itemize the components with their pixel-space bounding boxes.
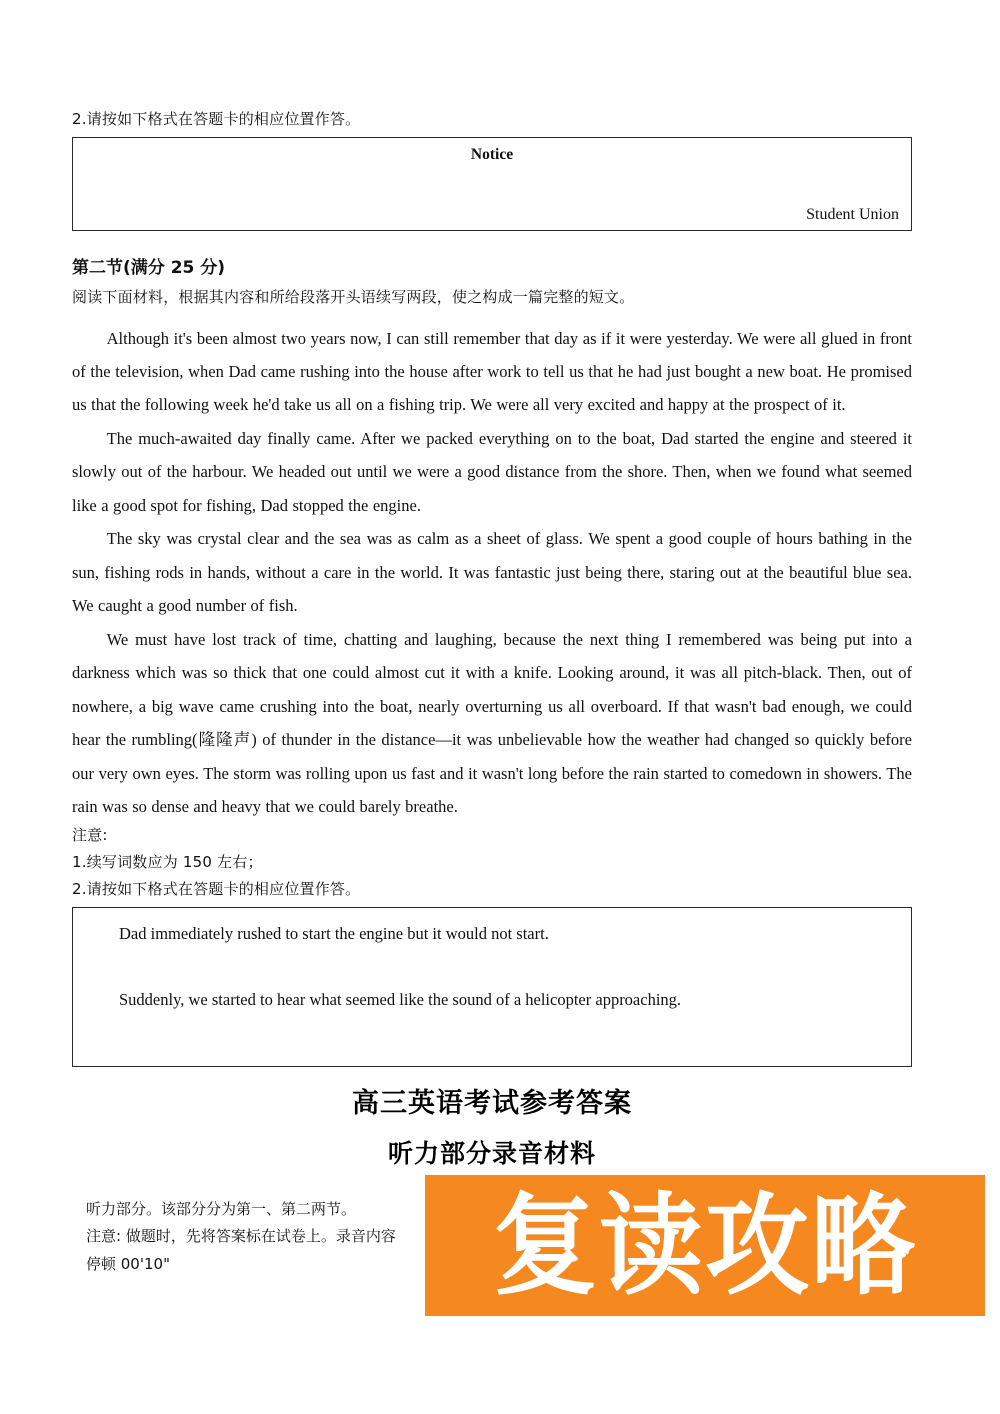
- notes-label: 注意:: [72, 825, 108, 844]
- listening-part-line: 听力部分。该部分分为第一、第二两节。: [86, 1199, 357, 1218]
- spacer: [72, 314, 912, 322]
- page-content: [72, 108, 912, 1279]
- notice-answer-box: [72, 137, 912, 231]
- answer-key-heading: 高三英语考试参考答案: [352, 1087, 632, 1119]
- listening-pause-line: 停顿 00'10": [86, 1255, 170, 1274]
- note-answer-format: 2.请按如下格式在答题卡的相应位置作答。: [72, 880, 361, 899]
- watermark-banner: [425, 1175, 985, 1316]
- notice-signature: Student Union: [806, 206, 899, 224]
- continuation-answer-box: [72, 907, 912, 1067]
- continuation-gap: [119, 946, 911, 988]
- listening-notice-line: 注意: 做题时，先将答案标在试卷上。录音内容: [86, 1227, 396, 1246]
- continuation-paragraph-start-1: Dad immediately rushed to start the engine but it would not start.: [119, 923, 549, 943]
- note-word-count: 1.续写词数应为 150 左右；: [72, 853, 263, 872]
- section-two-heading: 第二节(满分 25 分): [72, 258, 226, 279]
- passage-paragraph-3: The sky was crystal clear and the sea was as calm as a sheet of glass. We spent a good couple of hours bathing in the sun, fishing rods in hands, without a care in the world. It was fantastic just being there, staring out at the beautiful blue sea. We caught a good number of fish.: [72, 529, 912, 616]
- continuation-paragraph-start-2: Suddenly, we started to hear what seemed like the sound of a helicopter approaching.: [119, 990, 682, 1010]
- notice-instruction-line: 2.请按如下格式在答题卡的相应位置作答。: [72, 110, 361, 128]
- watermark-text: 复读攻略: [492, 1180, 917, 1311]
- passage-paragraph-1: Although it's been almost two years now, I can still remember that day as if it were yesterday. We were all glued in front of the television, when Dad came rushing into the house after work to tell us that he had just bought a new boat. He promised us that the following week he'd take us all on a fishing trip. We were all very excited and happy at the prospect of it.: [72, 328, 912, 415]
- notice-title: Notice: [470, 146, 514, 164]
- passage-paragraph-2: The much-awaited day finally came. After we packed everything on to the boat, Dad started the engine and steered it slowly out of the harbour. We headed out until we were a good distance from the shore. Then, when we found what seemed like a good spot for fishing, Dad stopped the engine.: [72, 428, 912, 515]
- passage-paragraph-4: We must have lost track of time, chatting and laughing, because the next thing I remembered was being put into a darkness which was so thick that one could almost cut it with a knife. Looking around, it was all pitch-black. Then, out of nowhere, a big wave came crushing into the boat, nearly overturning us all overboard. If that wasn't bad enough, we could hear the rumbling(隆隆声) of thunder in the distance—it was unbelievable how the weather had changed so quickly before our very own eyes. The storm was rolling upon us fast and it wasn't long before the rain started to comedown in showers. The rain was so dense and heavy that we could barely breathe.: [72, 629, 912, 817]
- section-two-directions: 阅读下面材料，根据其内容和所给段落开头语续写两段，使之构成一篇完整的短文。: [72, 288, 635, 307]
- listening-script-subheading: 听力部分录音材料: [387, 1138, 596, 1168]
